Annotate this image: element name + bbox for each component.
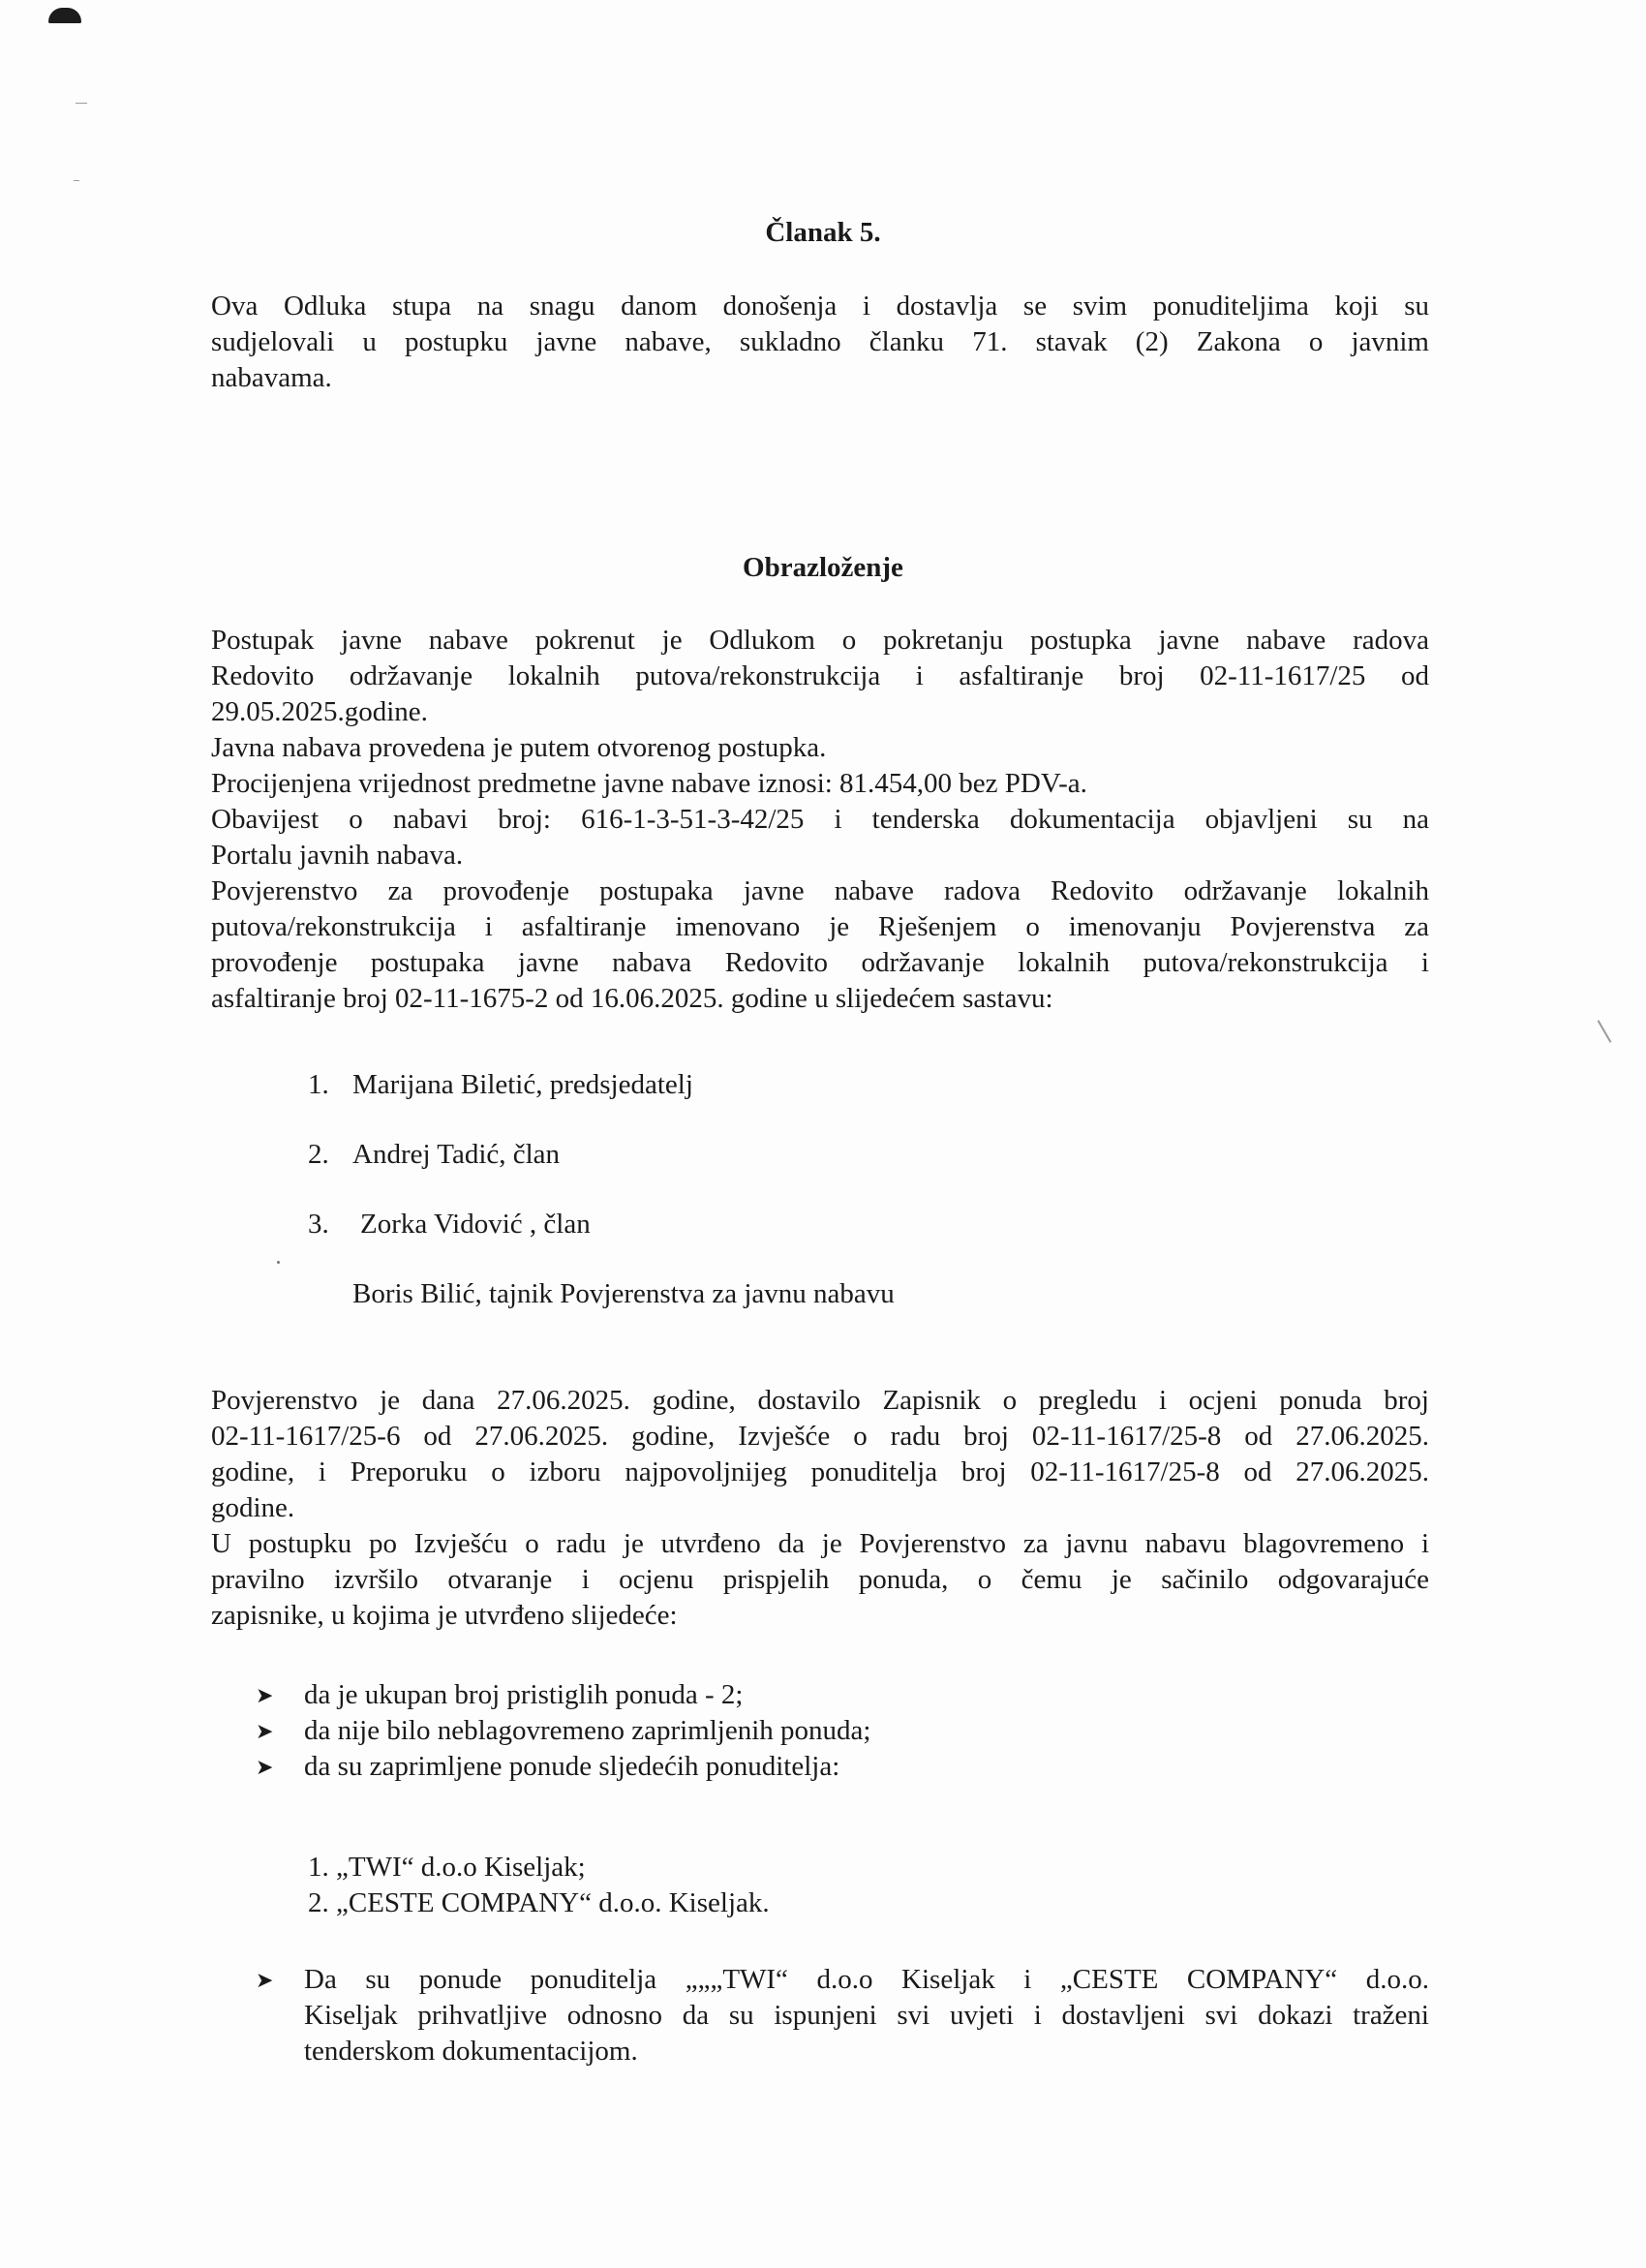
arrow-bullet-icon: ➤ — [256, 1755, 274, 1779]
intro-line: Portalu javnih nabava. — [211, 840, 464, 871]
finding-bullet — [256, 1962, 1429, 2069]
intro-line: asfaltiranje broj 02-11-1675-2 od 16.06.2025. godine u slijedećem sastavu: — [211, 983, 1053, 1014]
finding-text: da je ukupan broj pristiglih ponuda - 2; — [304, 1679, 744, 1710]
report-line: godine. — [211, 1492, 295, 1523]
intro-line: Redovito održavanje lokalnih putova/rekonstrukcija i asfaltiranje broj 02-11-1617/25 od — [211, 660, 1429, 691]
scan-artifact — [74, 180, 79, 181]
finding-bullet — [256, 1713, 1429, 1749]
finding-text: da nije bilo neblagovremeno zaprimljenih ponuda; — [304, 1715, 871, 1746]
scan-artifact — [277, 1261, 280, 1264]
intro-line: Obavijest o nabavi broj: 616-1-3-51-3-42/25 i tenderska dokumentacija objavljeni su na — [211, 804, 1429, 835]
scan-artifact — [1598, 1020, 1612, 1043]
member-name: Andrej Tadić, član — [352, 1139, 561, 1170]
finding-text: da su zaprimljene ponude sljedećih ponuditelja: — [304, 1751, 840, 1782]
member-number: 3. — [308, 1209, 329, 1240]
report-line: U postupku po Izvješću o radu je utvrđeno da je Povjerenstvo za javnu nabavu blagovremeno i — [211, 1528, 1429, 1559]
member-name: Marijana Biletić, predsjedatelj — [352, 1069, 693, 1100]
report-line: godine, i Preporuku o izboru najpovoljnijeg ponuditelja broj 02-11-1617/25-8 od 27.06.2025. — [211, 1456, 1429, 1487]
arrow-bullet-icon: ➤ — [256, 1683, 274, 1707]
member-number: 2. — [308, 1139, 329, 1170]
intro-line: Povjerenstvo za provođenje postupaka javne nabave radova Redovito održavanje lokalnih — [211, 875, 1429, 906]
scan-artifact — [76, 103, 87, 104]
intro-line: Javna nabava provedena je putem otvorenog postupka. — [211, 732, 827, 763]
report-line: Povjerenstvo je dana 27.06.2025. godine, dostavilo Zapisnik o pregledu i ocjeni ponuda broj — [211, 1385, 1429, 1416]
report-line: 02-11-1617/25-6 od 27.06.2025. godine, Izvješće o radu broj 02-11-1617/25-8 od 27.06.2025. — [211, 1421, 1429, 1452]
rationale-intro — [211, 623, 1429, 1017]
scan-artifact — [48, 8, 81, 23]
member-name: Zorka Vidović , član — [360, 1209, 591, 1240]
article-line: nabavama. — [211, 362, 332, 393]
member-number: 1. — [308, 1069, 329, 1100]
intro-line: putova/rekonstrukcija i asfaltiranje imenovano je Rješenjem o imenovanju Povjerenstva za — [211, 911, 1429, 942]
finding-bullet — [256, 1749, 1429, 1785]
article-line: sudjelovali u postupku javne nabave, sukladno članku 71. stavak (2) Zakona o javnim — [211, 326, 1429, 357]
finding-bullet — [256, 1677, 1429, 1713]
finding-line: Da su ponude ponuditelja „„„TWI“ d.o.o Kiseljak i „CESTE COMPANY“ d.o.o. — [304, 1964, 1429, 1995]
finding-line: Kiseljak prihvatljive odnosno da su ispunjeni svi uvjeti i dostavljeni svi dokazi traženi — [304, 2000, 1429, 2031]
bidder-item: 2. „CESTE COMPANY“ d.o.o. Kiseljak. — [308, 1887, 770, 1918]
finding-line: tenderskom dokumentacijom. — [304, 2036, 638, 2067]
bidder-item: 1. „TWI“ d.o.o Kiseljak; — [308, 1852, 586, 1883]
finding-text-block — [304, 1962, 1429, 2069]
article-paragraph — [211, 289, 1429, 396]
arrow-bullet-icon: ➤ — [256, 1719, 274, 1743]
report-line: zapisnike, u kojima je utvrđeno slijedeće: — [211, 1600, 678, 1631]
article-heading: Članak 5. — [765, 217, 881, 248]
intro-line: 29.05.2025.godine. — [211, 696, 428, 727]
arrow-bullet-icon: ➤ — [256, 1968, 274, 1992]
intro-line: Procijenjena vrijednost predmetne javne nabave iznosi: 81.454,00 bez PDV-a. — [211, 768, 1087, 799]
rationale-heading: Obrazloženje — [743, 552, 903, 583]
article-line: Ova Odluka stupa na snagu danom donošenja i dostavlja se svim ponuditeljima koji su — [211, 291, 1429, 322]
intro-line: provođenje postupaka javne nabava Redovito održavanje lokalnih putova/rekonstrukcija i — [211, 947, 1429, 978]
intro-line: Postupak javne nabave pokrenut je Odlukom o pokretanju postupka javne nabave radova — [211, 625, 1429, 656]
report-paragraph — [211, 1383, 1429, 1634]
secretary: Boris Bilić, tajnik Povjerenstva za javnu nabavu — [352, 1278, 895, 1309]
report-line: pravilno izvršilo otvaranje i ocjenu prispjelih ponuda, o čemu je sačinilo odgovarajuće — [211, 1564, 1429, 1595]
